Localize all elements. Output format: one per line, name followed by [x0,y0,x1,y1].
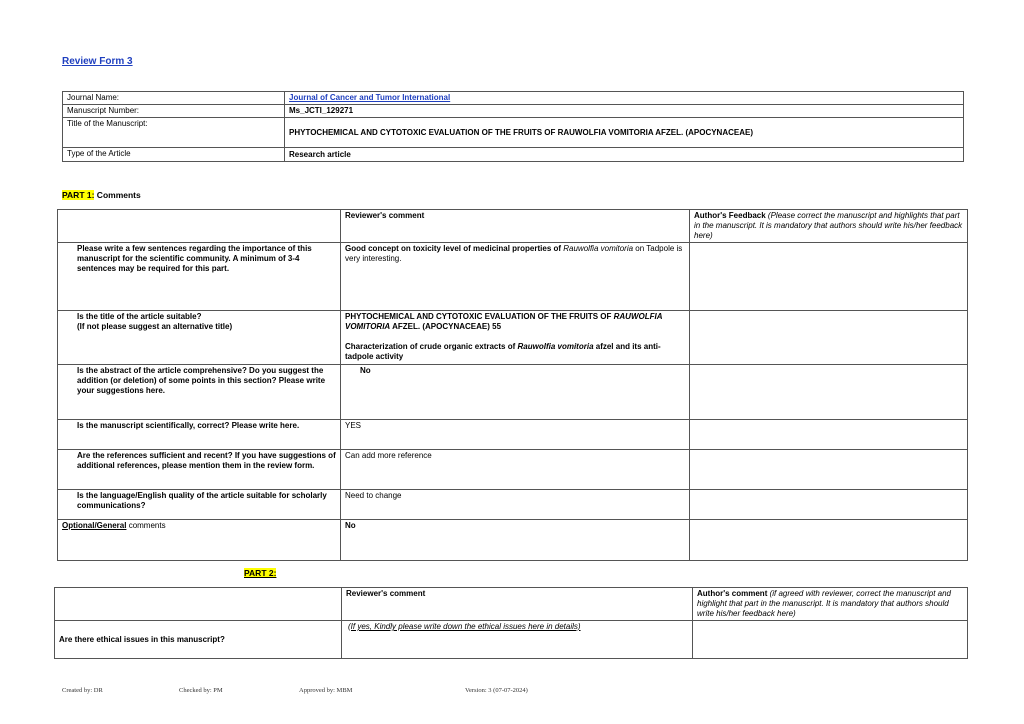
journal-label: Journal Name: [63,92,285,105]
manuscript-info-table [62,91,964,162]
table-row [58,450,968,490]
manuscript-label: Manuscript Number: [63,105,285,118]
table-row [58,520,968,561]
type-label: Type of the Article [63,148,285,162]
optional-comments-label: Optional/General comments [58,520,341,561]
table-row [58,311,968,365]
author-feedback-cell[interactable] [690,490,968,520]
table-row [58,365,968,420]
question-ethics: Are there ethical issues in this manuscript? [55,621,342,659]
part2-heading: PART 2: [244,568,277,578]
part1-comments-table [57,209,968,561]
author-feedback-cell[interactable] [690,311,968,365]
table-row [58,420,968,450]
title-label: Title of the Manuscript: [63,118,285,148]
footer-created: Created by: DR [62,687,103,694]
part1-heading: PART 1: Comments [62,190,141,200]
comment-references: Can add more reference [341,450,690,490]
manuscript-number: Ms_JCTI_129271 [285,105,964,118]
author-feedback-cell[interactable] [690,450,968,490]
author-feedback-cell[interactable] [690,365,968,420]
table-row [58,243,968,311]
question-references: Are the references sufficient and recent? If you have suggestions of additional references, please mention them in the review form. [58,450,341,490]
part2-ethics-table [54,587,968,659]
question-scientific: Is the manuscript scientifically, correct? Please write here. [58,420,341,450]
question-importance: Please write a few sentences regarding the importance of this manuscript for the scientific community. A minimum of 3-4 sentences may be required for this part. [58,243,341,311]
author-feedback-cell[interactable] [690,420,968,450]
comment-scientific: YES [341,420,690,450]
manuscript-title: PHYTOCHEMICAL AND CYTOTOXIC EVALUATION OF THE FRUITS OF RAUWOLFIA VOMITORIA AFZEL. (APOCYNACEAE) [285,118,964,148]
author-feedback-cell[interactable] [690,243,968,311]
article-type: Research article [285,148,964,162]
comment-abstract: No [341,365,690,420]
table-row [55,621,968,659]
question-abstract: Is the abstract of the article comprehensive? Do you suggest the addition (or deletion) of some points in this section? Please write your suggestions here. [58,365,341,420]
question-language: Is the language/English quality of the article suitable for scholarly communications? [58,490,341,520]
author-comment-cell[interactable] [693,621,968,659]
author-feedback-header: Author's Feedback (Please correct the manuscript and highlights that part in the manuscript. It is mandatory that authors should write his/her feedback here) [690,210,968,243]
comment-importance: Good concept on toxicity level of medicinal properties of Rauwolfia vomitoria on Tadpole is very interesting. [341,243,690,311]
comment-ethics: (If yes, Kindly please write down the ethical issues here in details) [342,621,693,659]
journal-link[interactable]: Journal of Cancer and Tumor International [289,93,451,102]
part2-reviewer-header: Reviewer's comment [342,588,693,621]
author-feedback-cell[interactable] [690,520,968,561]
reviewer-comment-header: Reviewer's comment [341,210,690,243]
form-title[interactable]: Review Form 3 [62,56,133,67]
comment-language: Need to change [341,490,690,520]
footer-approved: Approved by: MBM [299,687,353,694]
footer-version: Version: 3 (07-07-2024) [465,687,528,694]
footer-checked: Checked by: PM [179,687,223,694]
table-row [58,490,968,520]
optional-comment: No [341,520,690,561]
part2-author-header: Author's comment (if agreed with reviewer, correct the manuscript and highlight that part in the manuscript. It is mandatory that authors should write his/her feedback here) [693,588,968,621]
question-title: Is the title of the article suitable? (If not please suggest an alternative title) [58,311,341,365]
comment-title: PHYTOCHEMICAL AND CYTOTOXIC EVALUATION OF THE FRUITS OF RAUWOLFIA VOMITORIA AFZEL. (APOCYNACEAE) 55 Characterization of crude organic extracts of Rauwolfia vomitoria afzel and its anti-tadpole activity [341,311,690,365]
